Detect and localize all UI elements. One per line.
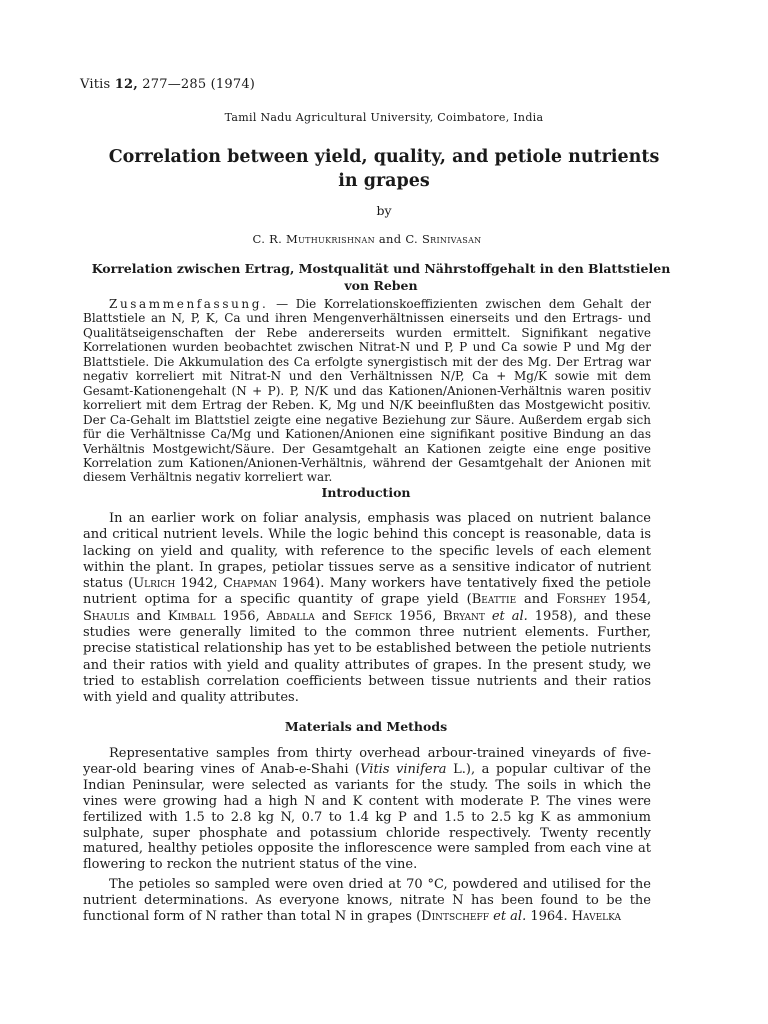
german-title-line-2: von Reben: [344, 278, 418, 293]
methods-text: Representative samples from thirty overhead arbour-trained vineyards of five-year-old bearing vines of Anab-e-Shahi (: [83, 746, 651, 777]
introduction-heading: Introduction: [321, 485, 411, 500]
citation-author: Havelka: [571, 909, 622, 924]
intro-text: 1956,: [392, 608, 444, 624]
author-conjunction: and: [374, 232, 406, 246]
methods-text: L.), a popular cultivar of the Indian Peninsular, were selected as variants for the study. The soils in which the vines were growing had a high N and K content with moderate P. The vines were fertilized with 1.5 to 2.8 kg N, 0.7 to 1.4 kg P and 1.5 to 2.5 kg K as ammonium sulphate, super phosphate and potassium chloride respectively. Twenty recently matured, healthy petioles opposite the inflorescence were sampled from each vine at flowering to reckon the nutrient status of the vine.: [83, 761, 651, 873]
citation-author: Dintscheff: [421, 909, 489, 924]
paper-title: [60, 145, 708, 193]
abstract-text: — Die Korrelationskoeffizienten zwischen dem Gehalt der Blattstiele an N, P, K, Ca und ihren Mengenverhältnissen einerseits und den Ertrags- und Qualitätseigenschaften der Rebe andererseits wurden ermittelt. Signifikant negative Korrelationen wurden beobachtet zwischen Nitrat-N und P, P und Ca sowie P und Mg der Blattstiele. Die Akkumulation des Ca erfolgte synergistisch mit der des Mg. Der Ertrag war negativ korreliert mit Nitrat-N und den Verhältnissen N/P, Ca + Mg/K sowie mit dem Gesamt-Kationengehalt (N + P). P, N/K und das Kationen/Anionen-Verhältnis waren positiv korreliert mit dem Ertrag der Reben. K, Mg und N/K beeinflußten das Mostgewicht positiv. Der Ca-Gehalt im Blattstiel zeigte eine negative Beziehung zur Säure. Außerdem ergab sich für die Verhältnisse Ca/Mg und Kationen/Anionen eine signifikant positive Bindung an das Verhältnis Mostgewicht/Säure. Der Gesamtgehalt an Kationen zeigte eine enge positive Korrelation zum Kationen/Anionen-Verhältnis, während der Gesamtgehalt der Anionen mit diesem Verhältnis negativ korreliert war.: [83, 297, 651, 485]
methods-paragraph-1: [83, 746, 651, 873]
author-list: [0, 232, 734, 246]
german-abstract: [83, 297, 651, 485]
methods-heading: Materials and Methods: [284, 719, 448, 734]
german-title-line-1: Korrelation zwischen Ertrag, Mostqualität und Nährstoffgehalt in den Blattstielen: [91, 261, 671, 276]
intro-text: and: [129, 608, 168, 624]
journal-volume: 12,: [114, 77, 138, 92]
affiliation: Tamil Nadu Agricultural University, Coimbatore, India: [224, 111, 544, 124]
citation-author: Beattie: [471, 592, 517, 608]
intro-text: 1942,: [175, 576, 223, 592]
intro-text: 1964). Many workers have tentatively fixed the petiole nutrient optima for a specific quantity of grape yield (: [83, 576, 652, 608]
citation-etal: et al.: [484, 608, 528, 624]
intro-text: 1956,: [215, 608, 267, 624]
title-line-2: in grapes: [338, 171, 430, 191]
intro-text: 1954,: [605, 592, 651, 608]
citation-author: Sefick: [353, 608, 393, 624]
journal-name: Vitis: [80, 77, 111, 92]
journal-reference: [80, 77, 255, 92]
methods-text: 1964.: [526, 909, 572, 924]
author-2-surname: Srinivasan: [421, 232, 482, 246]
intro-text: and: [314, 608, 354, 624]
citation-author: Ulrich: [133, 576, 176, 592]
methods-text: The petioles so sampled were oven dried at 70 °C, powdered and utilised for the nutrient determinations. As everyone knows, nitrate N has been found to be the functional form of N rather than total N in grapes (: [83, 877, 651, 924]
citation-etal: et al.: [489, 909, 527, 924]
citation-author: Bryant: [443, 608, 485, 624]
author-1-surname: Muthukrishnan: [286, 232, 375, 246]
citation-author: Abdalla: [266, 608, 315, 624]
german-title: [76, 260, 686, 294]
intro-text: 1958), and these studies were generally limited to the common three nutrient elements. Further, precise statistical relationship has yet to be established between the petiole nutrients and their ratios with yield and quality attributes of grapes. In the present study, we tried to establish correlation coefficients between tissue nutrients and their ratios with yield and quality attributes.: [83, 608, 651, 706]
citation-author: Forshey: [556, 592, 606, 608]
species-name: Vitis vinifera: [360, 761, 447, 777]
journal-pages: 277—285 (1974): [142, 77, 256, 92]
author-1-initials: C. R.: [252, 232, 287, 246]
citation-author: Chapman: [222, 576, 277, 592]
intro-text: In an earlier work on foliar analysis, emphasis was placed on nutrient balance and critical nutrient levels. While the logic behind this concept is reasonable, data is lacking on yield and quality, with reference to the specific levels of each element within the plant. In grapes, petiolar tissues serve as a sensitive indicator of nutrient status (: [83, 511, 651, 592]
abstract-label: Zusammenfassung.: [109, 297, 269, 311]
title-line-1: Correlation between yield, quality, and petiole nutrients: [108, 147, 660, 167]
intro-text: and: [516, 592, 557, 608]
citation-author: Kimball: [167, 608, 216, 624]
citation-author: Shaulis: [83, 608, 130, 624]
by-line: by: [376, 203, 392, 218]
introduction-paragraph: [83, 511, 651, 707]
methods-paragraph-2: [83, 877, 651, 925]
author-2-initials: C.: [405, 232, 422, 246]
